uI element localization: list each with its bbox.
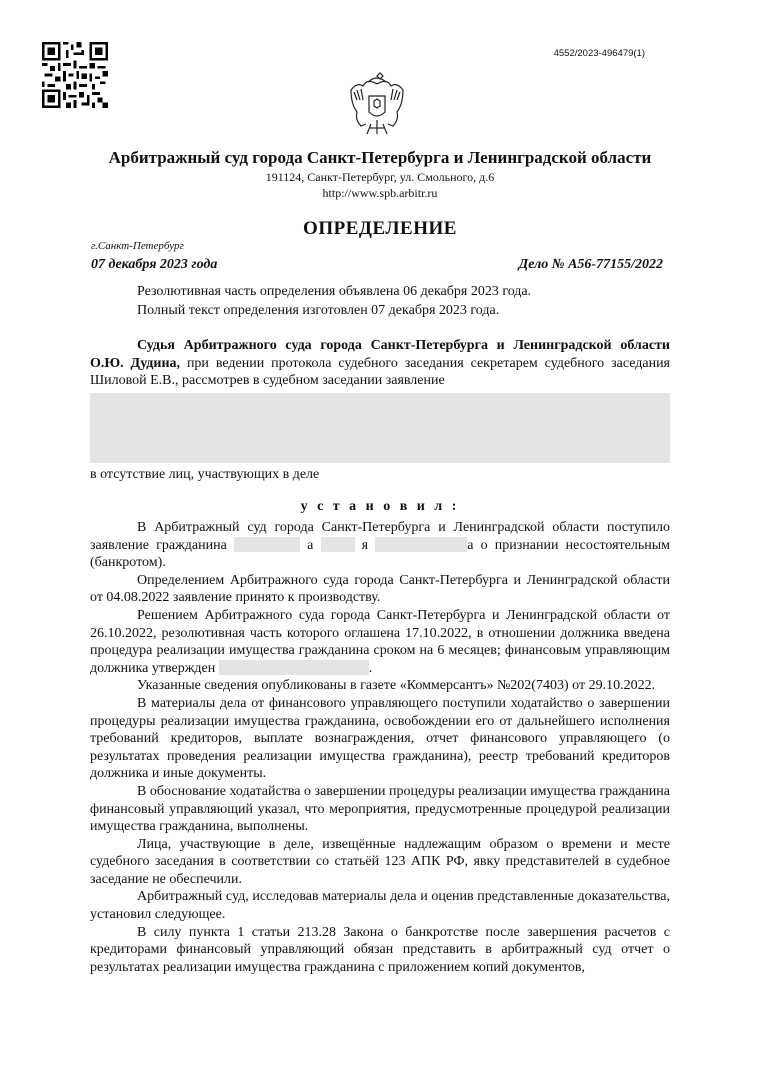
judge-paragraph bbox=[90, 337, 670, 390]
paragraph-text: В Арбитражный суд города Санкт-Петербурга и Ленинградской области поступило заявление гражданина bbox=[90, 520, 670, 553]
court-website: http://www.spb.arbitr.ru bbox=[322, 186, 438, 200]
paragraph-text: а о признании несостоятельным (банкротом). bbox=[90, 537, 671, 571]
redacted-text bbox=[219, 660, 369, 675]
paragraph: Определением Арбитражного суда города Санкт-Петербурга и Ленинградской области от 04.08.2022 заявление принято к производству. bbox=[90, 572, 670, 606]
paragraph-text: я bbox=[361, 537, 369, 553]
paragraph: Лица, участвующие в деле, извещённые надлежащим образом о времени и месте судебного заседания в соответствии со статьёй 123 АПК РФ, явку представителей в судебное заседание не обеспечили. bbox=[90, 836, 670, 887]
document-number: 4552/2023-496479(1) bbox=[553, 48, 645, 59]
court-name: Арбитражный суд города Санкт-Петербурга и Ленинградской области bbox=[108, 148, 652, 167]
qr-code-icon bbox=[42, 42, 108, 108]
redacted-text bbox=[321, 537, 355, 552]
paragraph bbox=[90, 607, 670, 677]
paragraph-text: а bbox=[307, 537, 314, 553]
redacted-text bbox=[234, 537, 300, 552]
judge-paragraph-rest: при ведении протокола судебного заседания секретарем судебного заседания Шиловой Е.В., рассмотрев в судебном заседании заявление bbox=[90, 355, 670, 389]
city: г.Санкт-Петербург bbox=[91, 240, 184, 252]
full-text-line: Полный текст определения изготовлен 07 декабря 2023 года. bbox=[137, 303, 500, 318]
paragraph: В материалы дела от финансового управляющего поступили ходатайство о завершении процедуры реализации имущества гражданина, освобождении его от дальнейшего исполнения требований кредиторов, выплате вознаграждения, отчет финансового управляющего (о результатах проведения реализации имущества гражданина), реестр требований кредиторов должника и иные документы. bbox=[90, 695, 670, 782]
announcement-line: Резолютивная часть определения объявлена 06 декабря 2023 года. bbox=[137, 284, 532, 299]
redacted-block bbox=[90, 393, 670, 463]
paragraph: В обоснование ходатайства о завершении процедуры реализации имущества гражданина финансовый управляющий указал, что мероприятия, предусмотренные процедурой реализации имущества гражданина, выполнены. bbox=[90, 783, 670, 835]
paragraph: Указанные сведения опубликованы в газете «Коммерсантъ» №202(7403) от 29.10.2022. bbox=[137, 678, 656, 694]
paragraph bbox=[90, 519, 670, 572]
paragraph: Арбитражный суд, исследовав материалы дела и оценив представленные доказательства, установил следующее. bbox=[90, 889, 670, 923]
redacted-text bbox=[375, 537, 467, 552]
case-number: Дело № А56-77155/2022 bbox=[518, 257, 663, 272]
document-title: ОПРЕДЕЛЕНИЕ bbox=[303, 218, 457, 239]
absence-line: в отсутствие лиц, участвующих в деле bbox=[90, 467, 320, 482]
established-heading: у с т а н о в и л : bbox=[300, 499, 460, 514]
body-paragraphs bbox=[90, 519, 670, 976]
judge-name: Судья Арбитражного суда города Санкт-Петербурга и Ленинградской области О.Ю. Дудина, bbox=[90, 338, 670, 371]
paragraph-text: . bbox=[368, 660, 373, 676]
coat-of-arms-icon bbox=[346, 70, 408, 140]
court-address: 191124, Санкт-Петербург, ул. Смольного, д.6 bbox=[265, 170, 495, 184]
paragraph-text: Решением Арбитражного суда города Санкт-Петербурга и Ленинградской области от 26.10.2022, резолютивная часть которого оглашена 17.10.2022, в отношении должника введена процедура реализации имущества гражданина сроком на 6 месяцев; финансовым управляющим должника утвержден bbox=[90, 607, 670, 676]
paragraph: В силу пункта 1 статьи 213.28 Закона о банкротстве после завершения расчетов с кредиторами финансовый управляющий обязан представить в арбитражный суд отчет о результатах реализации имущества гражданина с приложением копий документов, bbox=[90, 924, 670, 975]
document-date: 07 декабря 2023 года bbox=[91, 257, 218, 272]
